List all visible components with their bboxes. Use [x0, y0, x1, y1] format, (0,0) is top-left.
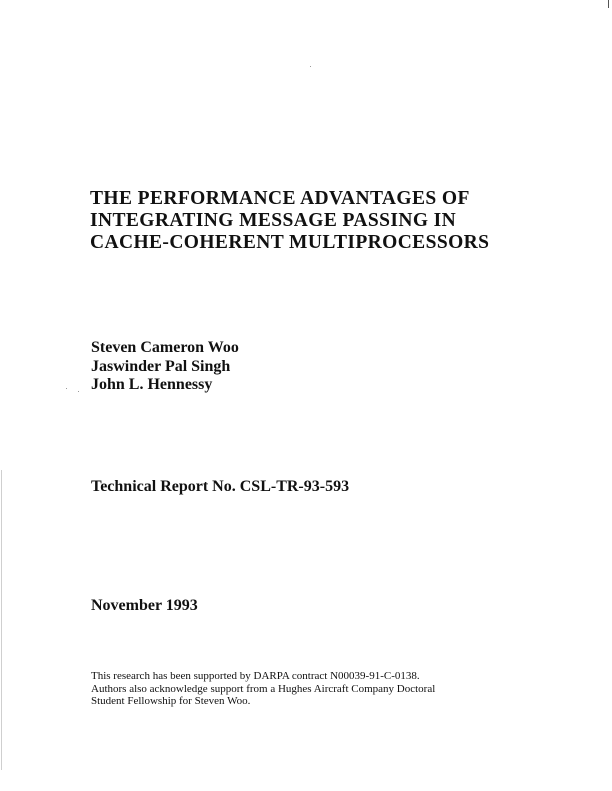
- publication-date: November 1993: [91, 597, 198, 614]
- scan-speck: [310, 66, 311, 67]
- author-name: John L. Hennessy: [91, 376, 213, 393]
- report-title: [90, 188, 570, 254]
- support-note-line: Student Fellowship for Steven Woo.: [91, 695, 251, 708]
- report-title-line: INTEGRATING MESSAGE PASSING IN: [90, 210, 457, 231]
- author-name: Jaswinder Pal Singh: [91, 357, 231, 375]
- report-title-line: THE PERFORMANCE ADVANTAGES OF: [90, 188, 470, 209]
- scan-artifact-edge: [1, 470, 2, 770]
- scan-speck: [78, 391, 79, 392]
- scan-artifact-mark: [608, 0, 609, 8]
- author-name: Steven Cameron Woo: [91, 339, 239, 356]
- support-note-line: This research has been supported by DARPA contract N00039-91-C-0138.: [91, 670, 420, 682]
- support-note: [91, 670, 511, 708]
- scan-speck: [66, 388, 67, 389]
- author-list: [91, 339, 239, 395]
- report-number: Technical Report No. CSL-TR-93-593: [91, 478, 350, 495]
- support-note-line: Authors also acknowledge support from a Hughes Aircraft Company Doctoral: [91, 682, 436, 695]
- report-title-line: CACHE-COHERENT MULTIPROCESSORS: [90, 232, 490, 253]
